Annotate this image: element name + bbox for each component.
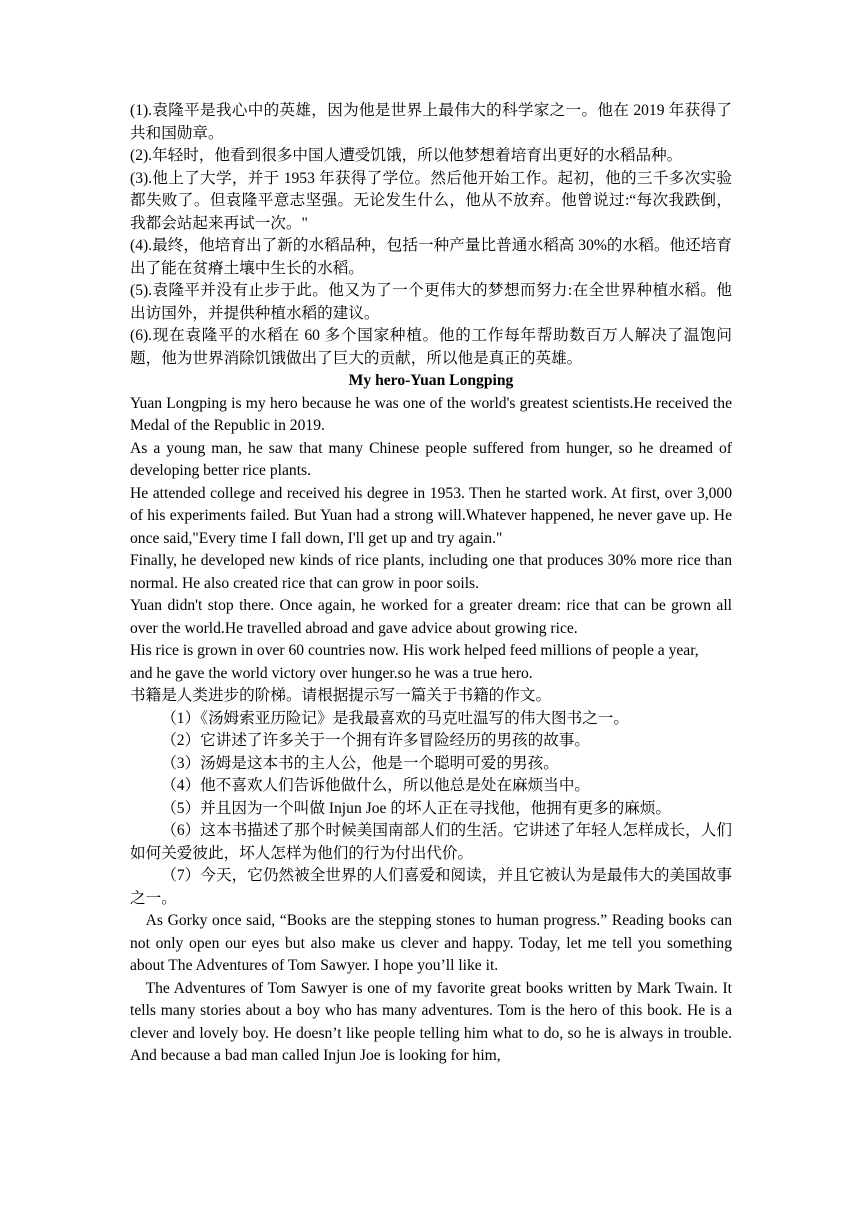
outline-2-item: （7）今天，它仍然被全世界的人们喜爱和阅读，并且它被认为是最伟大的美国故事之一。 <box>130 867 732 907</box>
outline-2-item: （3）汤姆是这本书的主人公，他是一个聪明可爱的男孩。 <box>161 754 559 772</box>
essay-1-paragraph: As a young man, he saw that many Chinese people suffered from hunger, so he dreamed of developing better rice plants. <box>130 439 732 479</box>
essay-2-prompt: 书籍是人类进步的阶梯。请根据提示写一篇关于书籍的作文。 <box>130 687 552 704</box>
essay-1-paragraph: and he gave the world victory over hunger.so he was a true hero. <box>130 664 533 682</box>
essay-1-paragraph: Yuan didn't stop there. Once again, he worked for a greater dream: rice that can be grown all over the world.He travelled abroad and gave advice about growing rice. <box>130 597 732 637</box>
essay-1-paragraph: Finally, he developed new kinds of rice plants, including one that produces 30% more rice than normal. He also created rice that can grow in poor soils. <box>130 552 732 592</box>
essay-2-paragraph: As Gorky once said, “Books are the stepping stones to human progress.” Reading books can not only open our eyes but also make us clever and happy. Today, let me tell you something about The Adventures of Tom Sawyer. I hope you’ll like it. <box>130 912 732 974</box>
essay-1-title: My hero-Yuan Longping <box>348 372 514 389</box>
outline-1-item: (1).袁隆平是我心中的英雄，因为他是世界上最伟大的科学家之一。他在 2019 年获得了共和国勋章。 <box>130 102 732 142</box>
essay-1-paragraph: Yuan Longping is my hero because he was one of the world's greatest scientists.He received the Medal of the Republic in 2019. <box>130 394 732 434</box>
outline-1-item: (2).年轻时，他看到很多中国人遭受饥饿，所以他梦想着培育出更好的水稻品种。 <box>130 147 683 164</box>
outline-1-item: (6).现在袁隆平的水稻在 60 多个国家种植。他的工作每年帮助数百万人解决了温饱问题，他为世界消除饥饿做出了巨大的贡献，所以他是真正的英雄。 <box>130 327 732 367</box>
essay-2-paragraph: The Adventures of Tom Sawyer is one of my favorite great books written by Mark Twain. It tells many stories about a boy who has many adventures. Tom is the hero of this book. He is a clever and lovely boy. He doesn’t like people telling him what to do, so he is always in trouble. And because a bad man called Injun Joe is looking for him, <box>130 979 732 1064</box>
outline-2-item: （5）并且因为一个叫做 Injun Joe 的坏人正在寻找他，他拥有更多的麻烦。 <box>161 799 672 817</box>
outline-1-item: (5).袁隆平并没有止步于此。他又为了一个更伟大的梦想而努力:在全世界种植水稻。他出访国外，并提供种植水稻的建议。 <box>130 282 732 322</box>
outline-2-item: （4）他不喜欢人们告诉他做什么，所以他总是处在麻烦当中。 <box>161 777 591 794</box>
essay-1-paragraph: He attended college and received his degree in 1953. Then he started work. At first, over 3,000 of his experiments failed. But Yuan had a strong will.Whatever happened, he never gave up. He once said,"Every time I fall down, I'll get up and try again." <box>130 484 732 547</box>
outline-1-item: (4).最终，他培育出了新的水稻品种，包括一种产量比普通水稻高 30%的水稻。他还培育出了能在贫瘠土壤中生长的水稻。 <box>130 237 732 277</box>
outline-2-item: （6）这本书描述了那个时候美国南部人们的生活。它讲述了年轻人怎样成长，人们如何关爱彼此，坏人怎样为他们的行为付出代价。 <box>130 822 732 862</box>
document-page <box>130 100 732 1068</box>
essay-1-paragraph: His rice is grown in over 60 countries now. His work helped feed millions of people a year, <box>130 642 699 659</box>
outline-1-item: (3).他上了大学，并于 1953 年获得了学位。然后他开始工作。起初，他的三千多次实验都失败了。但袁隆平意志坚强。无论发生什么，他从不放弃。他曾说过:“每次我跌倒，我都会站起来再试一次。" <box>130 169 732 232</box>
outline-2-item: （1）《汤姆索亚历险记》是我最喜欢的马克吐温写的伟大图书之一。 <box>161 709 629 727</box>
outline-2-item: （2）它讲述了许多关于一个拥有许多冒险经历的男孩的故事。 <box>161 732 591 749</box>
